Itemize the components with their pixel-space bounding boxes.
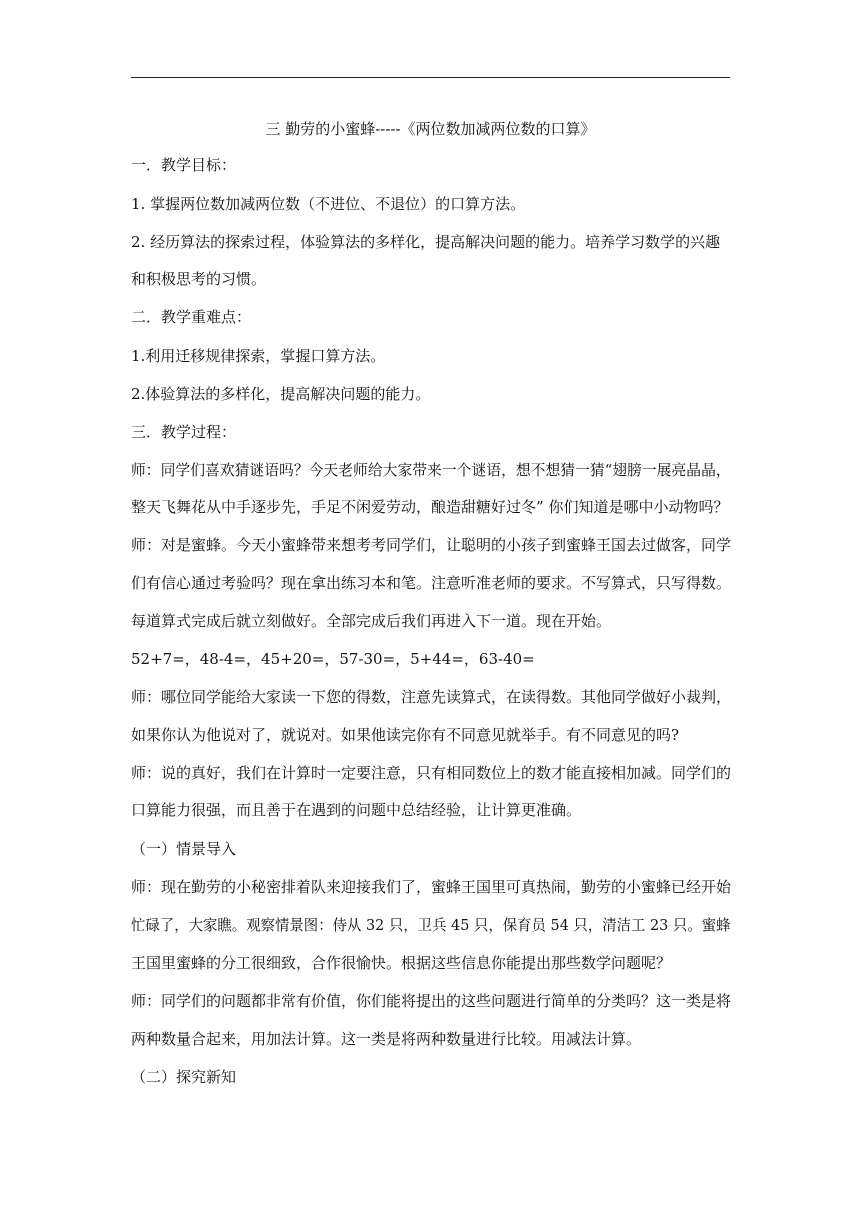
goal-item-2: 2. 经历算法的探索过程，体验算法的多样化，提高解决问题的能力。培养学习数学的兴趣 bbox=[131, 233, 721, 251]
paragraph-line: 如果你认为他说对了，就说对。如果他读完你有不同意见就举手。有不同意见的吗? bbox=[131, 726, 680, 744]
paragraph-line: 口算能力很强，而且善于在遇到的问题中总结经验，让计算更准确。 bbox=[131, 801, 582, 819]
subheading-scenario-intro: （一）情景导入 bbox=[131, 840, 237, 858]
paragraph-line: 整天飞舞花从中手逐步先，手足不闲爱劳动，酿造甜糖好过冬” 你们知道是哪中小动物吗？ bbox=[131, 498, 729, 516]
paragraph-line: 两种数量合起来，用加法计算。这一类是将两种数量进行比较。用减法计算。 bbox=[131, 1030, 642, 1048]
paragraph-line: 忙碌了，大家瞧。观察情景图：侍从 32 只，卫兵 45 只，保育员 54 只，清洁工 23 只。蜜蜂 bbox=[131, 916, 731, 934]
heading-teaching-goals: 一．教学目标： bbox=[131, 156, 237, 174]
subheading-explore-new: （二）探究新知 bbox=[131, 1068, 237, 1086]
paragraph-line: 每道算式完成后就立刻做好。全部完成后我们再进入下一道。现在开始。 bbox=[131, 612, 612, 630]
paragraph-line: 师：说的真好，我们在计算时一定要注意，只有相同数位上的数才能直接相加减。同学们的 bbox=[131, 764, 732, 782]
goal-item-2-cont: 和积极思考的习惯。 bbox=[131, 270, 267, 288]
header-rule bbox=[131, 77, 730, 78]
paragraph-line: 王国里蜜蜂的分工很细致，合作很愉快。根据这些信息你能提出那些数学问题呢？ bbox=[131, 954, 672, 972]
heading-key-points: 二．教学重难点： bbox=[131, 308, 252, 326]
paragraph-line: 们有信心通过考验吗？现在拿出练习本和笔。注意听准老师的要求。不写算式，只写得数。 bbox=[131, 574, 732, 592]
heading-process: 三．教学过程： bbox=[131, 423, 237, 441]
paragraph-line: 师：哪位同学能给大家读一下您的得数，注意先读算式，在读得数。其他同学做好小裁判， bbox=[131, 688, 732, 706]
document-title: 三 勤劳的小蜜蜂-----《两位数加减两位数的口算》 bbox=[265, 120, 596, 138]
paragraph-line: 师：同学们喜欢猜谜语吗？今天老师给大家带来一个谜语，想不想猜一猜“翅膀一展亮晶晶， bbox=[131, 461, 731, 479]
key-point-2: 2.体验算法的多样化，提高解决问题的能力。 bbox=[131, 385, 431, 403]
key-point-1: 1.利用迁移规律探索，掌握口算方法。 bbox=[131, 347, 386, 365]
arithmetic-exercises: 52+7=，48-4=，45+20=，57-30=，5+44=，63-40= bbox=[131, 650, 535, 668]
paragraph-line: 师：对是蜜蜂。今天小蜜蜂带来想考考同学们，让聪明的小孩子到蜜蜂王国去过做客，同学 bbox=[131, 536, 732, 554]
paragraph-line: 师：同学们的问题都非常有价值，你们能将提出的这些问题进行简单的分类吗？这一类是将 bbox=[131, 992, 732, 1010]
goal-item-1: 1. 掌握两位数加减两位数（不进位、不退位）的口算方法。 bbox=[131, 195, 526, 213]
paragraph-line: 师：现在勤劳的小秘密排着队来迎接我们了，蜜蜂王国里可真热闹，勤劳的小蜜蜂已经开始 bbox=[131, 878, 732, 896]
